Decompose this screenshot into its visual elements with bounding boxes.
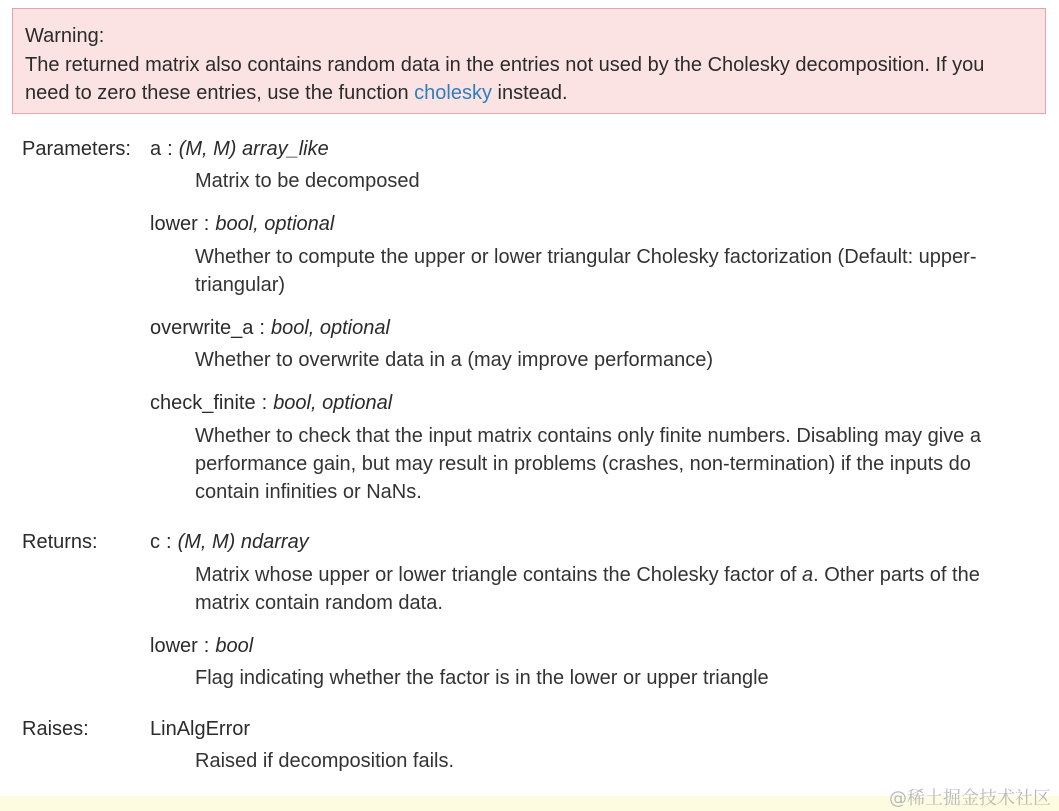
param-desc: Matrix to be decomposed	[195, 170, 420, 192]
param-a	[150, 137, 329, 161]
cholesky-link[interactable]: cholesky	[414, 82, 492, 104]
param-separator: :	[261, 392, 268, 414]
warning-text-start: The returned matrix also contains random data in the entries not used by the Cholesky decomposition. If you need to zero these entries, use the function	[25, 54, 985, 104]
param-separator: :	[259, 317, 265, 339]
param-type: bool, optional	[273, 392, 393, 414]
warning-text	[25, 51, 1033, 107]
return-type: (M, M) ndarray	[177, 531, 309, 553]
param-separator: :	[203, 213, 210, 235]
param-type: bool, optional	[270, 317, 390, 339]
param-name: overwrite_a	[150, 317, 254, 339]
parameters-label: Parameters:	[22, 138, 131, 160]
raise-desc: Raised if decomposition fails.	[195, 750, 455, 772]
return-desc	[195, 561, 1025, 617]
param-name: lower	[150, 213, 198, 235]
return-desc: Flag indicating whether the factor is in the lower or upper triangle	[195, 667, 769, 689]
return-desc-start: Matrix whose upper or lower triangle contains the Cholesky factor of	[195, 564, 802, 586]
param-overwrite-a	[150, 316, 390, 340]
raise-linalgerror	[150, 717, 250, 741]
param-desc: Whether to overwrite data in a (may improve performance)	[195, 349, 713, 371]
param-name: check_finite	[150, 392, 256, 414]
return-desc-end: . Other parts of the matrix contain random data.	[195, 564, 980, 614]
return-name: c	[150, 531, 160, 553]
return-name: lower	[150, 635, 198, 657]
raise-name: LinAlgError	[150, 718, 251, 740]
watermark: @稀土掘金技术社区	[889, 788, 1051, 809]
return-lower	[150, 634, 253, 658]
return-c	[150, 530, 309, 554]
warning-title: Warning:	[25, 25, 105, 47]
param-type: bool, optional	[215, 213, 335, 235]
warning-text-end: instead.	[491, 82, 568, 104]
param-desc: Whether to compute the upper or lower triangular Cholesky factorization (Default: upper-triangular)	[195, 246, 977, 296]
warning-box	[12, 8, 1046, 114]
return-desc-italic: a	[801, 564, 814, 586]
return-type: bool	[215, 635, 254, 657]
returns-label: Returns:	[22, 531, 98, 553]
return-separator: :	[203, 635, 210, 657]
param-separator: :	[167, 138, 173, 160]
param-name: a	[150, 138, 162, 160]
param-type: (M, M) array_like	[178, 138, 329, 160]
param-desc: Whether to check that the input matrix contains only finite numbers. Disabling may give a performance gain, but may result in problems (crashes, non-termination) if the inputs do contain infinities or NaNs.	[195, 425, 981, 503]
return-separator: :	[166, 531, 172, 553]
param-check-finite	[150, 391, 392, 415]
raises-label: Raises:	[22, 718, 89, 740]
param-lower	[150, 212, 334, 236]
